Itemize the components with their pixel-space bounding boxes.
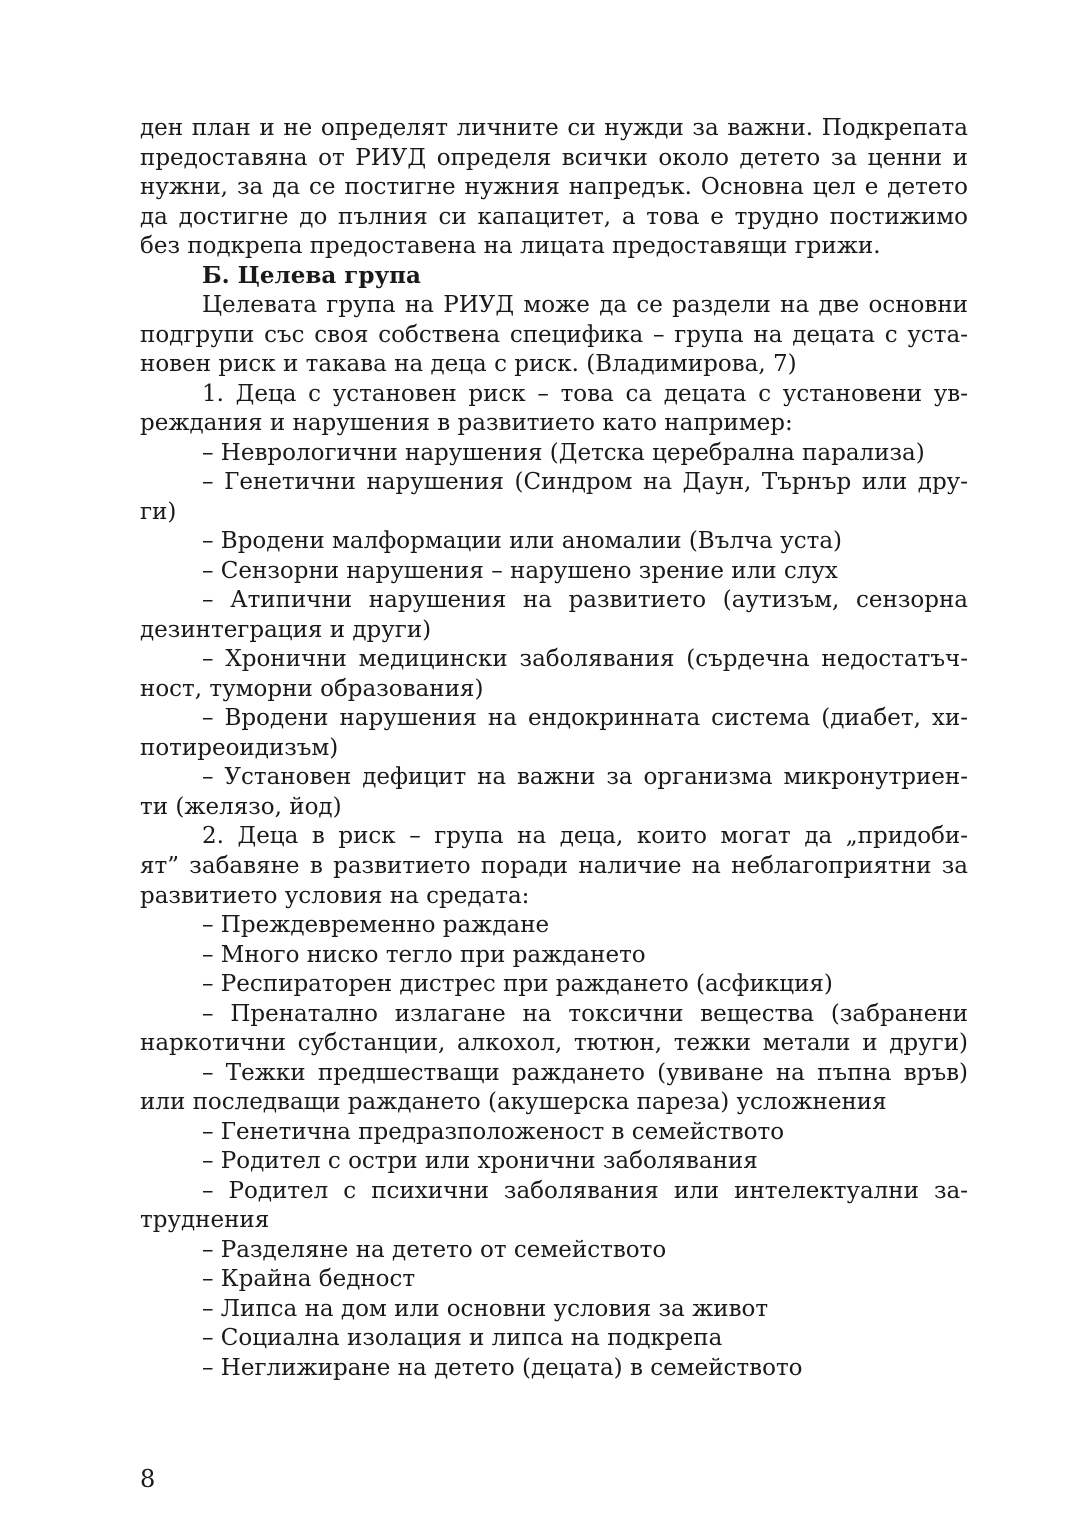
text-line: – Неврологични нарушения (Детска церебрална парализа)	[202, 439, 925, 466]
text-line: – Респираторен дистрес при раждането (асфикция)	[202, 971, 833, 998]
text-line: труднения	[140, 1207, 270, 1234]
text-line: потиреоидизъм)	[140, 734, 339, 761]
text-line: новен риск и такава на деца с риск. (Владимирова, 7)	[140, 351, 797, 378]
text-line: подгрупи със своя собствена специфика – група на децата с уста-	[140, 321, 968, 348]
text-line: – Крайна бедност	[202, 1266, 416, 1293]
text-line: – Родител с психични заболявания или интелектуални за-	[202, 1177, 968, 1204]
text-line: 1. Деца с установен риск – това са децата с установени ув-	[202, 380, 968, 407]
text-line: 2. Деца в риск – група на деца, които могат да „придоби-	[202, 823, 968, 850]
text-line: – Вродени нарушения на ендокринната система (диабет, хи-	[202, 705, 968, 732]
text-line: – Много ниско тегло при раждането	[202, 941, 646, 968]
text-line: – Социална изолация и липса на подкрепа	[202, 1325, 723, 1352]
text-line: – Сензорни нарушения – нарушено зрение или слух	[202, 557, 838, 584]
text-line: – Хронични медицински заболявания (сърдечна недостатъч-	[202, 646, 968, 673]
text-line: – Неглижиране на детето (децата) в семейството	[202, 1354, 803, 1381]
text-line: – Тежки предшестващи раждането (увиване на пъпна връв)	[202, 1059, 968, 1086]
text-line: – Генетични нарушения (Синдром на Даун, Търнър или дру-	[202, 469, 968, 496]
text-line: Целевата група на РИУД може да се раздели на две основни	[202, 292, 968, 319]
text-line: ти (желязо, йод)	[140, 793, 342, 820]
text-line: наркотични субстанции, алкохол, тютюн, тежки метали и други)	[140, 1030, 968, 1057]
text-line: да достигне до пълния си капацитет, а това е трудно постижимо	[140, 203, 968, 230]
text-line: нужни, за да се постигне нужния напредък. Основна цел е детето	[140, 174, 968, 201]
text-line: – Липса на дом или основни условия за живот	[202, 1295, 769, 1322]
text-line: – Вродени малформации или аномалии (Вълча уста)	[202, 528, 843, 555]
text-line: предоставяна от РИУД определя всички около детето за ценни и	[140, 144, 968, 171]
text-line: без подкрепа предоставена на лицата предоставящи грижи.	[140, 233, 881, 260]
text-line: развитието условия на средата:	[140, 882, 530, 909]
text-line: – Генетична предразположеност в семейството	[202, 1118, 785, 1145]
page-number: 8	[140, 1465, 156, 1493]
text-line: или последващи раждането (акушерска пареза) усложнения	[140, 1089, 887, 1116]
text-line: ги)	[140, 498, 177, 525]
text-line: – Пренатално излагане на токсични вещества (забранени	[202, 1000, 968, 1027]
section-heading: Б. Целева група	[202, 261, 421, 289]
text-line: дезинтеграция и други)	[140, 616, 432, 643]
text-line: – Атипични нарушения на развитието (аутизъм, сензорна	[202, 587, 968, 614]
text-line: реждания и нарушения в развитието като например:	[140, 410, 793, 437]
text-line: – Преждевременно раждане	[202, 912, 550, 939]
text-line: ят” забавяне в развитието поради наличие на неблагоприятни за	[140, 853, 968, 879]
text-line: – Установен дефицит на важни за организма микронутриен-	[202, 764, 968, 791]
text-line: – Разделяне на детето от семейството	[202, 1236, 667, 1263]
text-line: ден план и не определят личните си нужди за важни. Подкрепата	[140, 115, 968, 141]
text-line: ност, туморни образования)	[140, 675, 484, 702]
text-line: – Родител с остри или хронични заболявания	[202, 1148, 758, 1175]
